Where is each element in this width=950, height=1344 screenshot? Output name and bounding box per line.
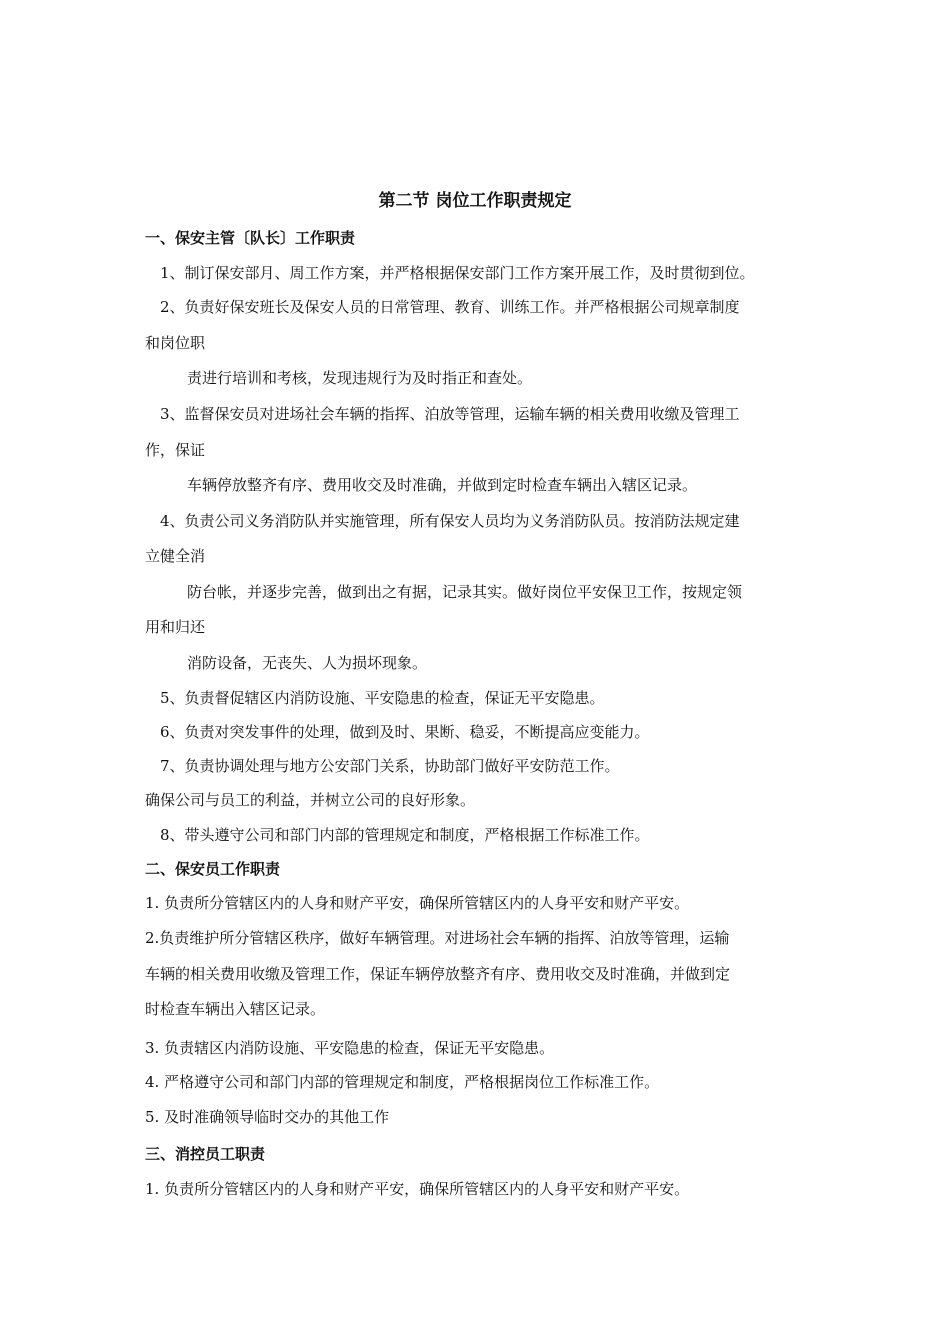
paragraph-line: 立健全消 xyxy=(145,547,206,565)
paragraph-line: 5. 及时准确领导临时交办的其他工作 xyxy=(145,1108,390,1126)
paragraph-line: 4、负责公司义务消防队并实施管理，所有保安人员均为义务消防队员。按消防法规定建 xyxy=(160,512,740,530)
paragraph-line: 3、监督保安员对进场社会车辆的指挥、泊放等管理，运输车辆的相关费用收缴及管理工 xyxy=(160,405,740,423)
paragraph-line: 确保公司与员工的利益，并树立公司的良好形象。 xyxy=(145,791,476,809)
paragraph-line: 5、负责督促辖区内消防设施、平安隐患的检查，保证无平安隐患。 xyxy=(160,689,605,707)
paragraph-line: 1. 负责所分管辖区内的人身和财产平安，确保所管辖区内的人身平安和财产平安。 xyxy=(145,1180,690,1198)
paragraph-line: 消防设备，无丧失、人为损坏现象。 xyxy=(187,654,428,672)
paragraph-line: 4. 严格遵守公司和部门内部的管理规定和制度，严格根据岗位工作标准工作。 xyxy=(145,1073,660,1091)
page-title: 第二节 岗位工作职责规定 xyxy=(378,191,572,211)
paragraph-line: 1、制订保安部月、周工作方案，并严格根据保安部门工作方案开展工作，及时贯彻到位。 xyxy=(160,264,755,282)
paragraph-line: 车辆停放整齐有序、费用收交及时准确，并做到定时检查车辆出入辖区记录。 xyxy=(187,476,698,494)
paragraph-line: 2、负责好保安班长及保安人员的日常管理、教育、训练工作。并严格根据公司规章制度 xyxy=(160,298,740,316)
paragraph-line: 3. 负责辖区内消防设施、平安隐患的检查，保证无平安隐患。 xyxy=(145,1039,555,1057)
paragraph-line: 8、带头遵守公司和部门内部的管理规定和制度，严格根据工作标准工作。 xyxy=(160,826,650,844)
paragraph-line: 2.负责维护所分管辖区秩序，做好车辆管理。对进场社会车辆的指挥、泊放等管理，运输 xyxy=(145,929,730,947)
paragraph-line: 作，保证 xyxy=(145,441,206,459)
paragraph-line: 用和归还 xyxy=(145,618,206,636)
paragraph-line: 和岗位职 xyxy=(145,334,206,352)
section-heading: 一、保安主管〔队长〕工作职责 xyxy=(145,229,356,247)
paragraph-line: 责进行培训和考核，发现违规行为及时指正和查处。 xyxy=(187,369,533,387)
section-heading: 二、保安员工作职责 xyxy=(145,860,281,878)
section-heading: 三、消控员工职责 xyxy=(145,1145,266,1163)
paragraph-line: 时检查车辆出入辖区记录。 xyxy=(145,1000,326,1018)
paragraph-line: 防台帐，并逐步完善，做到出之有据，记录其实。做好岗位平安保卫工作，按规定领 xyxy=(187,583,743,601)
paragraph-line: 车辆的相关费用收缴及管理工作，保证车辆停放整齐有序、费用收交及时准确，并做到定 xyxy=(145,965,731,983)
paragraph-line: 1. 负责所分管辖区内的人身和财产平安，确保所管辖区内的人身平安和财产平安。 xyxy=(145,894,690,912)
paragraph-line: 7、负责协调处理与地方公安部门关系，协助部门做好平安防范工作。 xyxy=(160,757,620,775)
paragraph-line: 6、负责对突发事件的处理，做到及时、果断、稳妥，不断提高应变能力。 xyxy=(160,723,650,741)
